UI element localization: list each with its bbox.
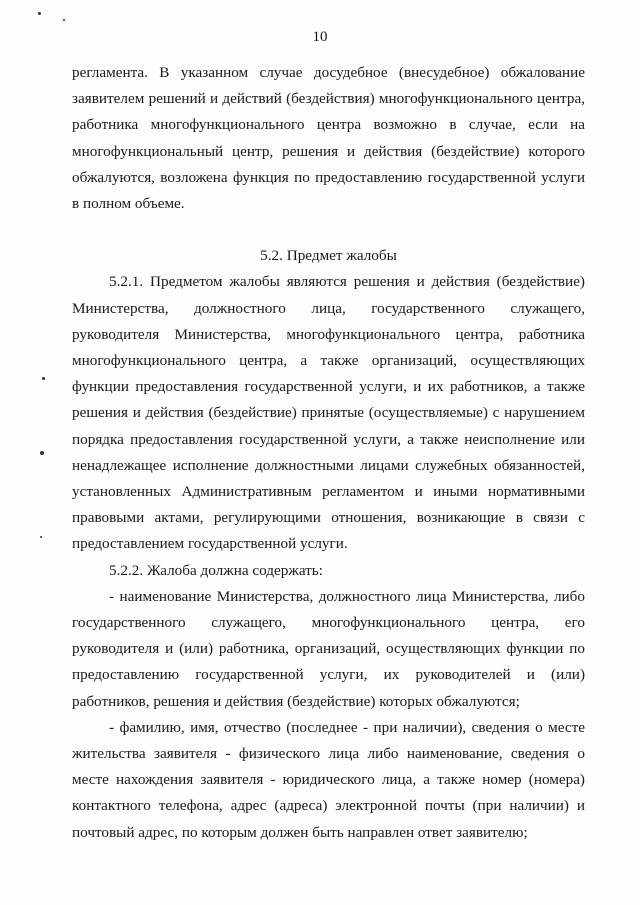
document-body — [72, 60, 585, 846]
scan-speck — [40, 536, 42, 538]
scan-speck — [40, 451, 44, 455]
page-number: 10 — [312, 29, 328, 45]
clause-5-2-2: 5.2.2. Жалоба должна содержать: — [109, 561, 323, 579]
list-item-1: - наименование Министерства, должностного лица Министерства, либо государственного служащего, многофункционального центра, его руководителя и (или) работника, организаций, осуществляющих функции по предоставлению государственной услуги, их руководителей и (или) работников, решения и действия (бездействие) которых обжалуются; — [72, 587, 585, 710]
scan-speck — [38, 12, 41, 15]
section-heading: 5.2. Предмет жалобы — [260, 247, 397, 265]
scan-speck — [42, 377, 45, 380]
list-item-2: - фамилию, имя, отчество (последнее - при наличии), сведения о месте жительства заявителя - физического лица либо наименование, сведения о месте нахождения заявителя - юридического лица, а также номер (номера) контактного телефона, адрес (адреса) электронной почты (при наличии) и почтовый адрес, по которым должен быть направлен ответ заявителю; — [72, 718, 585, 841]
intro-paragraph: регламента. В указанном случае досудебное (внесудебное) обжалование заявителем решений и действий (бездействия) многофункционального центра, работника многофункционального центра возможно в случае, если на многофункциональный центр, решения и действия (бездействие) которого обжалуются, возложена функция по предоставлению государственной услуги в полном объеме. — [72, 64, 585, 213]
clause-5-2-1: 5.2.1. Предметом жалобы являются решения и действия (бездействие) Министерства, должностного лица, государственного служащего, руководителя Министерства, многофункционального центра, работника многофункционального центра, а также организаций, осуществляющих функции предоставления государственной услуги, и их работников, а также решения и действия (бездействие) принятые (осуществляемые) с нарушением порядка предоставления государственной услуги, а также неисполнение или ненадлежащее исполнение должностными лицами служебных обязанностей, установленных Административным регламентом и иными нормативными правовыми актами, регулирующими отношения, возникающие в связи с предоставлением государственной услуги. — [72, 273, 585, 553]
scan-speck — [63, 19, 65, 21]
